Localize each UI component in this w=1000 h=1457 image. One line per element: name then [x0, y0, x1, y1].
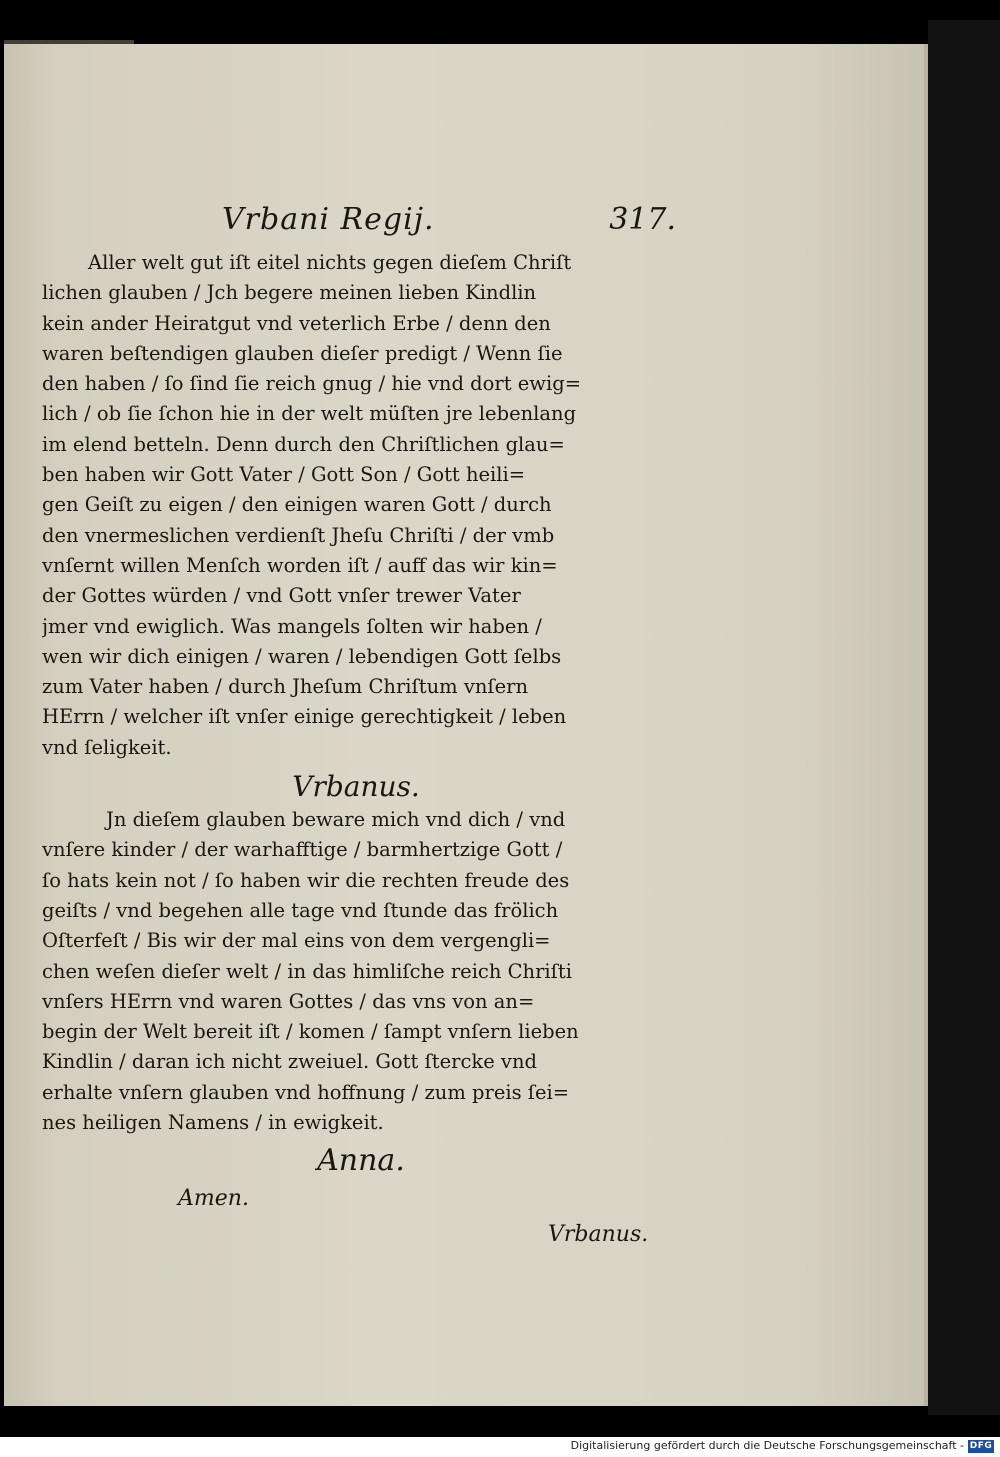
- text-line: vnd ſeligkeit.: [42, 735, 172, 759]
- page-text-block: [42, 202, 676, 1214]
- text-line: ben haben wir Gott Vater / Gott Son / Gott heili=: [42, 463, 526, 487]
- funding-credit: Digitalisierung gefördert durch die Deutsche Forschungsgemeinschaft -: [570, 1439, 964, 1452]
- text-line: nes heiligen Namens / in ewigkeit.: [42, 1111, 384, 1135]
- signoff-vrbanus: Vrbanus.: [548, 1222, 649, 1247]
- paragraph-1: [42, 248, 670, 763]
- text-line: begin der Welt bereit iſt / komen / ſampt vnſern lieben: [42, 1020, 579, 1044]
- text-line: den haben / ſo ſind ſie reich gnug / hie vnd dort ewig=: [42, 372, 582, 396]
- dfg-logo-icon[interactable]: DFG: [969, 1441, 993, 1451]
- book-page: [4, 44, 928, 1406]
- running-head-title: Vrbani Regij.: [222, 202, 435, 237]
- text-line: vnſers HErrn vnd waren Gottes / das vns von an=: [42, 989, 535, 1013]
- text-line: jmer vnd ewiglich. Was mangels ſolten wir haben /: [42, 614, 542, 638]
- running-head: [42, 202, 676, 248]
- text-line: Aller welt gut iſt eitel nichts gegen dieſem Chriſt: [88, 251, 572, 274]
- amen-text: Amen.: [178, 1186, 249, 1212]
- text-line: Oſterfeſt / Bis wir der mal eins von dem vergengli=: [42, 929, 551, 953]
- paragraph-2: [42, 805, 670, 1138]
- text-line: ſo hats kein not / ſo haben wir die rechten freude des: [42, 868, 570, 892]
- text-line: der Gottes würden / vnd Gott vnſer trewer Vater: [42, 584, 521, 608]
- text-line: gen Geiſt zu eigen / den einigen waren Gott / durch: [42, 493, 552, 517]
- text-line: kein ander Heiratgut vnd veterlich Erbe / denn den: [42, 311, 551, 335]
- text-line: im elend betteln. Denn durch den Chriſtlichen glau=: [42, 432, 565, 456]
- page-number: 317.: [609, 202, 676, 237]
- text-line: lich / ob ſie ſchon hie in der welt müſten jre lebenlang: [42, 402, 577, 426]
- speaker-heading-vrbanus: Vrbanus.: [292, 770, 420, 804]
- text-line: vnſernt willen Menſch worden iſt / auff das wir kin=: [42, 553, 558, 577]
- speaker-heading-anna: Anna.: [317, 1143, 405, 1179]
- footer-bar: [0, 1437, 1000, 1457]
- text-line: erhalte vnſern glauben vnd hoffnung / zum preis ſei=: [42, 1080, 570, 1104]
- text-line: waren beſtendigen glauben dieſer predigt / Wenn ſie: [42, 341, 563, 365]
- text-line: den vnermeslichen verdienſt Jheſu Chriſti / der vmb: [42, 523, 555, 547]
- facing-page-strip: [928, 20, 1000, 1415]
- text-line: Jn dieſem glauben beware mich vnd dich / vnd: [106, 808, 566, 832]
- text-line: geiſts / vnd begehen alle tage vnd ſtunde das frölich: [42, 898, 559, 922]
- text-line: Kindlin / daran ich nicht zweiuel. Gott ſtercke vnd: [42, 1050, 537, 1074]
- text-line: lichen glauben / Jch begere meinen lieben Kindlin: [42, 281, 537, 305]
- text-line: wen wir dich einigen / waren / lebendigen Gott ſelbs: [42, 644, 562, 668]
- text-line: vnſere kinder / der warhafftige / barmhertzige Gott /: [42, 838, 563, 862]
- text-line: HErrn / welcher iſt vnſer einige gerechtigkeit / leben: [42, 705, 567, 729]
- text-line: chen weſen dieſer welt / in das himliſche reich Chriſti: [42, 959, 572, 983]
- text-line: zum Vater haben / durch Jheſum Chriſtum vnſern: [42, 675, 529, 699]
